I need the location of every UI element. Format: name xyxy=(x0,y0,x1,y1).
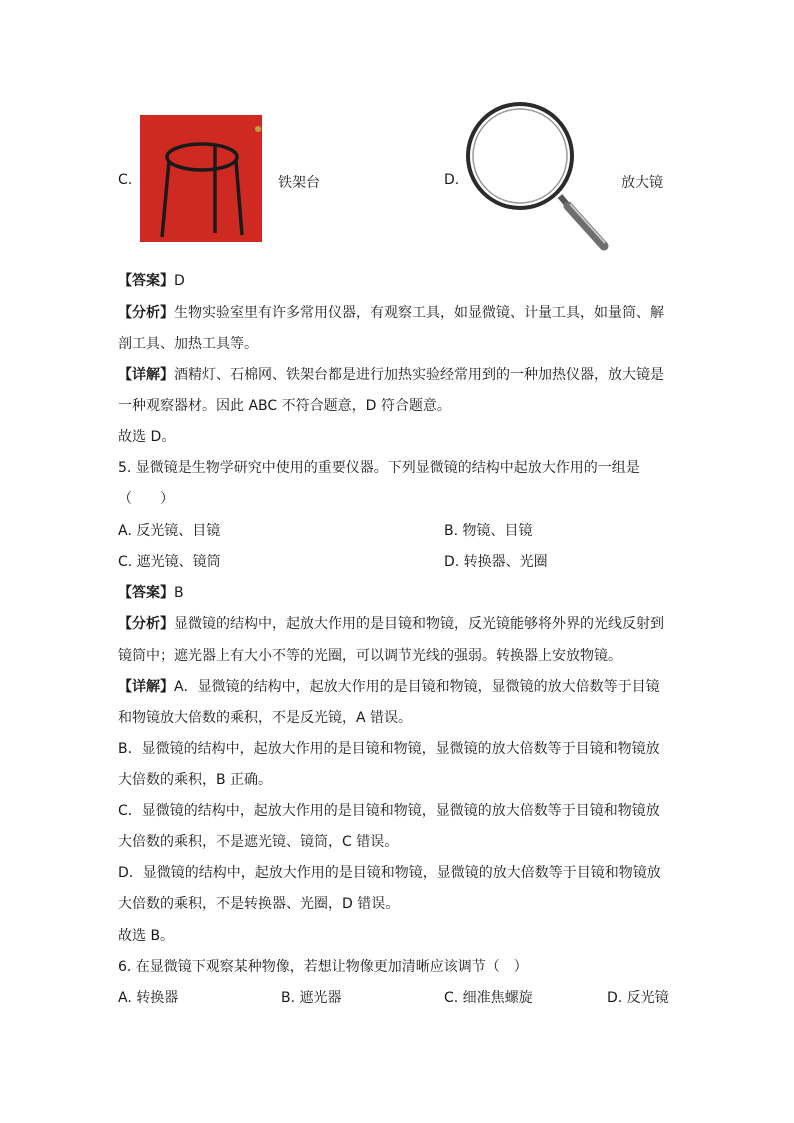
q5-answer xyxy=(118,582,184,602)
tripod-icon xyxy=(140,115,262,242)
answer-tag: 【答案】 xyxy=(118,585,174,601)
option-c-label: C. xyxy=(118,172,133,188)
option-d-text: 放大镜 xyxy=(621,175,663,191)
q5-option-a[interactable]: A. 反光镜、目镜 xyxy=(118,523,221,539)
q5-option-c[interactable]: C. 遮光镜、镜筒 xyxy=(118,554,221,570)
q4-conclusion: 故选 D。 xyxy=(118,429,176,445)
option-d-label: D. xyxy=(444,172,460,188)
detail-tag: 【详解】 xyxy=(118,679,174,695)
q6-option-d[interactable]: D. 反光镜 xyxy=(607,990,669,1006)
q5-detail-d-line2: 大倍数的乘积，不是转换器、光圈，D 错误。 xyxy=(118,896,400,912)
q5-detail-c-line1: C．显微镜的结构中，起放大作用的是目镜和物镜，显微镜的放大倍数等于目镜和物镜放 xyxy=(118,803,660,819)
q5-detail-d-line1: D．显微镜的结构中，起放大作用的是目镜和物镜，显微镜的放大倍数等于目镜和物镜放 xyxy=(118,865,661,881)
q5-detail-a-line1: 【详解】A．显微镜的结构中，起放大作用的是目镜和物镜，显微镜的放大倍数等于目镜 xyxy=(118,679,660,695)
q5-option-b[interactable]: B. 物镜、目镜 xyxy=(444,523,533,539)
q5-analysis-line1: 【分析】显微镜的结构中，起放大作用的是目镜和物镜，反光镜能够将外界的光线反射到 xyxy=(118,616,664,632)
magnifier-image xyxy=(462,100,612,255)
answer-value: D xyxy=(174,273,185,289)
q5-option-d[interactable]: D. 转换器、光圈 xyxy=(444,554,548,570)
q4-analysis-line1: 【分析】生物实验室里有许多常用仪器，有观察工具，如显微镜、计量工具，如量筒、解 xyxy=(118,305,664,321)
q4-detail-line2: 一种观察器材。因此 ABC 不符合题意，D 符合题意。 xyxy=(118,398,451,414)
q4-analysis-line2: 剖工具、加热工具等。 xyxy=(118,336,258,352)
answer-value: B xyxy=(174,585,184,601)
q6-stem: 6. 在显微镜下观察某种物像，若想让物像更加清晰应该调节（ ） xyxy=(118,959,528,975)
detail-tag: 【详解】 xyxy=(118,367,174,383)
analysis-tag: 【分析】 xyxy=(118,616,174,632)
q4-detail-line1: 【详解】酒精灯、石棉网、铁架台都是进行加热实验经常用到的一种加热仪器，放大镜是 xyxy=(118,367,664,383)
q5-stem-line2: （ ） xyxy=(118,491,174,507)
q5-detail-b-line2: 大倍数的乘积，B 正确。 xyxy=(118,772,273,788)
q5-analysis-line2: 镜筒中；遮光器上有大小不等的光圈，可以调节光线的强弱。转换器上安放物镜。 xyxy=(118,648,622,664)
iron-tripod-image xyxy=(140,115,262,242)
option-c-text: 铁架台 xyxy=(278,175,320,191)
analysis-tag: 【分析】 xyxy=(118,305,174,321)
q5-detail-c-line2: 大倍数的乘积，不是遮光镜、镜筒，C 错误。 xyxy=(118,834,399,850)
q6-option-a[interactable]: A. 转换器 xyxy=(118,990,179,1006)
q5-stem-line1: 5. 显微镜是生物学研究中使用的重要仪器。下列显微镜的结构中起放大作用的一组是 xyxy=(118,460,640,476)
q5-detail-b-line1: B．显微镜的结构中，起放大作用的是目镜和物镜，显微镜的放大倍数等于目镜和物镜放 xyxy=(118,741,660,757)
q6-option-c[interactable]: C. 细准焦螺旋 xyxy=(444,990,533,1006)
answer-tag: 【答案】 xyxy=(118,273,174,289)
magnifier-icon xyxy=(462,100,612,255)
q5-conclusion: 故选 B。 xyxy=(118,928,175,944)
q4-answer xyxy=(118,270,185,290)
q6-option-b[interactable]: B. 遮光器 xyxy=(281,990,342,1006)
q5-detail-a-line2: 和物镜放大倍数的乘积，不是反光镜，A 错误。 xyxy=(118,710,413,726)
